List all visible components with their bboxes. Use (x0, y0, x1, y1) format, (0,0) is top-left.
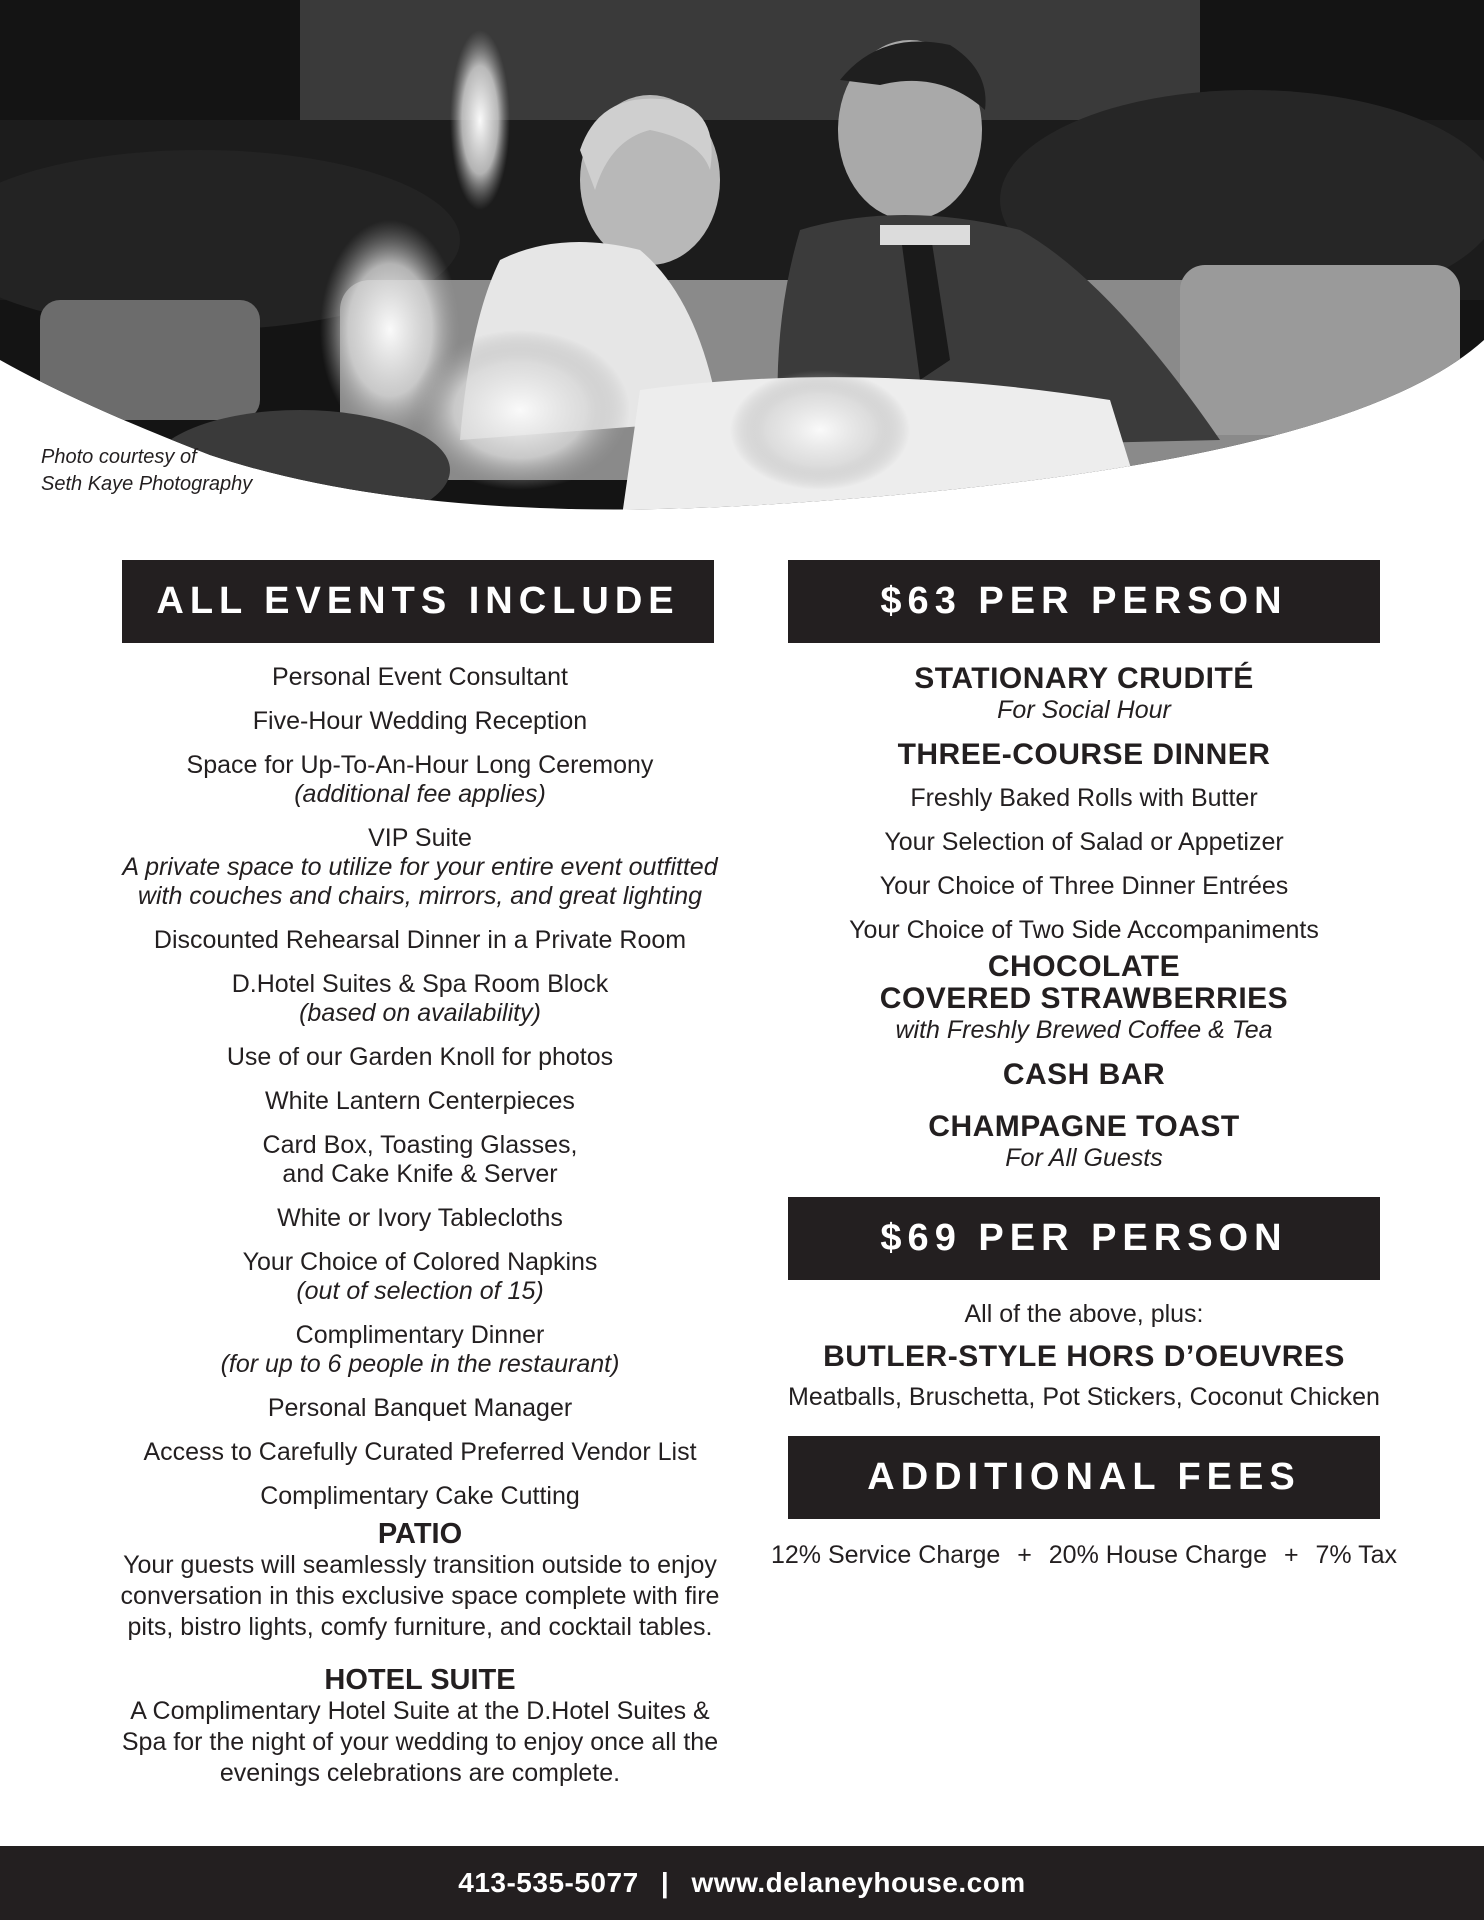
photo-credit-line1: Photo courtesy of (41, 446, 197, 468)
crudite-title: STATIONARY CRUDITÉ (914, 662, 1254, 695)
list-item: Complimentary Cake Cutting (260, 1482, 580, 1510)
crudite-section (768, 663, 1400, 725)
list-item: White or Ivory Tablecloths (277, 1204, 563, 1232)
dinner-title: THREE-COURSE DINNER (897, 738, 1271, 771)
list-item: Freshly Baked Rolls with Butter (910, 784, 1258, 812)
list-item: Space for Up-To-An-Hour Long Ceremony (additional fee applies) (186, 751, 654, 808)
packages-column (768, 560, 1400, 1585)
package-69-section (768, 1300, 1400, 1412)
package-69-intro: All of the above, plus: (964, 1300, 1204, 1328)
hotel-suite-text: A Complimentary Hotel Suite at the D.Hotel Suites & Spa for the night of your wedding to enjoy once all the evenings celebrations are complete. (121, 1697, 719, 1787)
toast-section (768, 1111, 1400, 1173)
list-item: Complimentary Dinner (for up to 6 people in the restaurant) (220, 1321, 620, 1378)
all-events-column (110, 560, 730, 1789)
list-item: Your Selection of Salad or Appetizer (884, 828, 1284, 856)
patio-section (110, 1519, 730, 1643)
footer-bar (0, 1846, 1484, 1920)
list-item: Access to Carefully Curated Preferred Vendor List (143, 1438, 697, 1466)
toast-title: CHAMPAGNE TOAST (928, 1110, 1240, 1143)
photo-credit-line2: Seth Kaye Photography (41, 473, 253, 495)
website-link[interactable]: www.delaneyhouse.com (691, 1867, 1026, 1898)
list-item: Your Choice of Colored Napkins (out of selection of 15) (242, 1248, 598, 1305)
hero-photo (0, 0, 1484, 530)
patio-text: Your guests will seamlessly transition outside to enjoy conversation in this exclusive space complete with fire pits, bistro lights, comfy furniture, and cocktail tables. (120, 1551, 720, 1641)
list-item: Personal Event Consultant (271, 663, 568, 691)
hors-doeuvres-items: Meatballs, Bruschetta, Pot Stickers, Coconut Chicken (788, 1383, 1380, 1411)
list-item: Personal Banquet Manager (267, 1394, 573, 1422)
photo-credit (41, 444, 252, 498)
strawberries-title-line1: CHOCOLATE (987, 950, 1181, 983)
list-item: D.Hotel Suites & Spa Room Block (based on availability) (231, 970, 609, 1027)
package-69-banner: $69 PER PERSON (788, 1197, 1380, 1280)
strawberries-title-line2: COVERED STRAWBERRIES (879, 982, 1289, 1015)
hotel-suite-section (110, 1665, 730, 1789)
list-item: Your Choice of Two Side Accompaniments (849, 916, 1319, 944)
crudite-subtitle: For Social Hour (997, 696, 1171, 724)
footer-separator: | (660, 1867, 670, 1898)
list-item: Card Box, Toasting Glasses, and Cake Knife & Server (262, 1131, 578, 1188)
patio-title: PATIO (377, 1518, 463, 1550)
list-item: Your Choice of Three Dinner Entrées (879, 872, 1289, 900)
list-item: Use of our Garden Knoll for photos (226, 1043, 614, 1071)
service-charge: 12% Service Charge (770, 1541, 1001, 1569)
hors-doeuvres-title: BUTLER-STYLE HORS D’OEUVRES (823, 1340, 1345, 1373)
list-item: Five-Hour Wedding Reception (252, 707, 588, 735)
fees-line (768, 1541, 1400, 1570)
tax: 7% Tax (1315, 1541, 1398, 1569)
cash-bar-section (768, 1059, 1400, 1091)
list-item: White Lantern Centerpieces (265, 1087, 575, 1115)
plus-separator: + (1283, 1541, 1299, 1569)
cash-bar-title: CASH BAR (1002, 1058, 1166, 1091)
plus-separator: + (1017, 1541, 1032, 1569)
list-item: VIP Suite A private space to utilize for your entire event outfitted with couches and chairs, mirrors, and great lighting (122, 824, 718, 910)
phone-number[interactable]: 413-535-5077 (458, 1867, 639, 1898)
hotel-suite-title: HOTEL SUITE (324, 1664, 516, 1696)
list-item: Discounted Rehearsal Dinner in a Private Room (153, 926, 687, 954)
strawberries-subtitle: with Freshly Brewed Coffee & Tea (895, 1016, 1273, 1044)
dinner-section (768, 739, 1400, 945)
package-63-banner: $63 PER PERSON (788, 560, 1380, 643)
strawberries-section (768, 951, 1400, 1045)
all-events-banner: ALL EVENTS INCLUDE (122, 560, 714, 643)
house-charge: 20% House Charge (1048, 1541, 1267, 1569)
toast-subtitle: For All Guests (1005, 1144, 1163, 1172)
additional-fees-banner: ADDITIONAL FEES (788, 1436, 1380, 1519)
all-events-list (110, 663, 730, 1511)
